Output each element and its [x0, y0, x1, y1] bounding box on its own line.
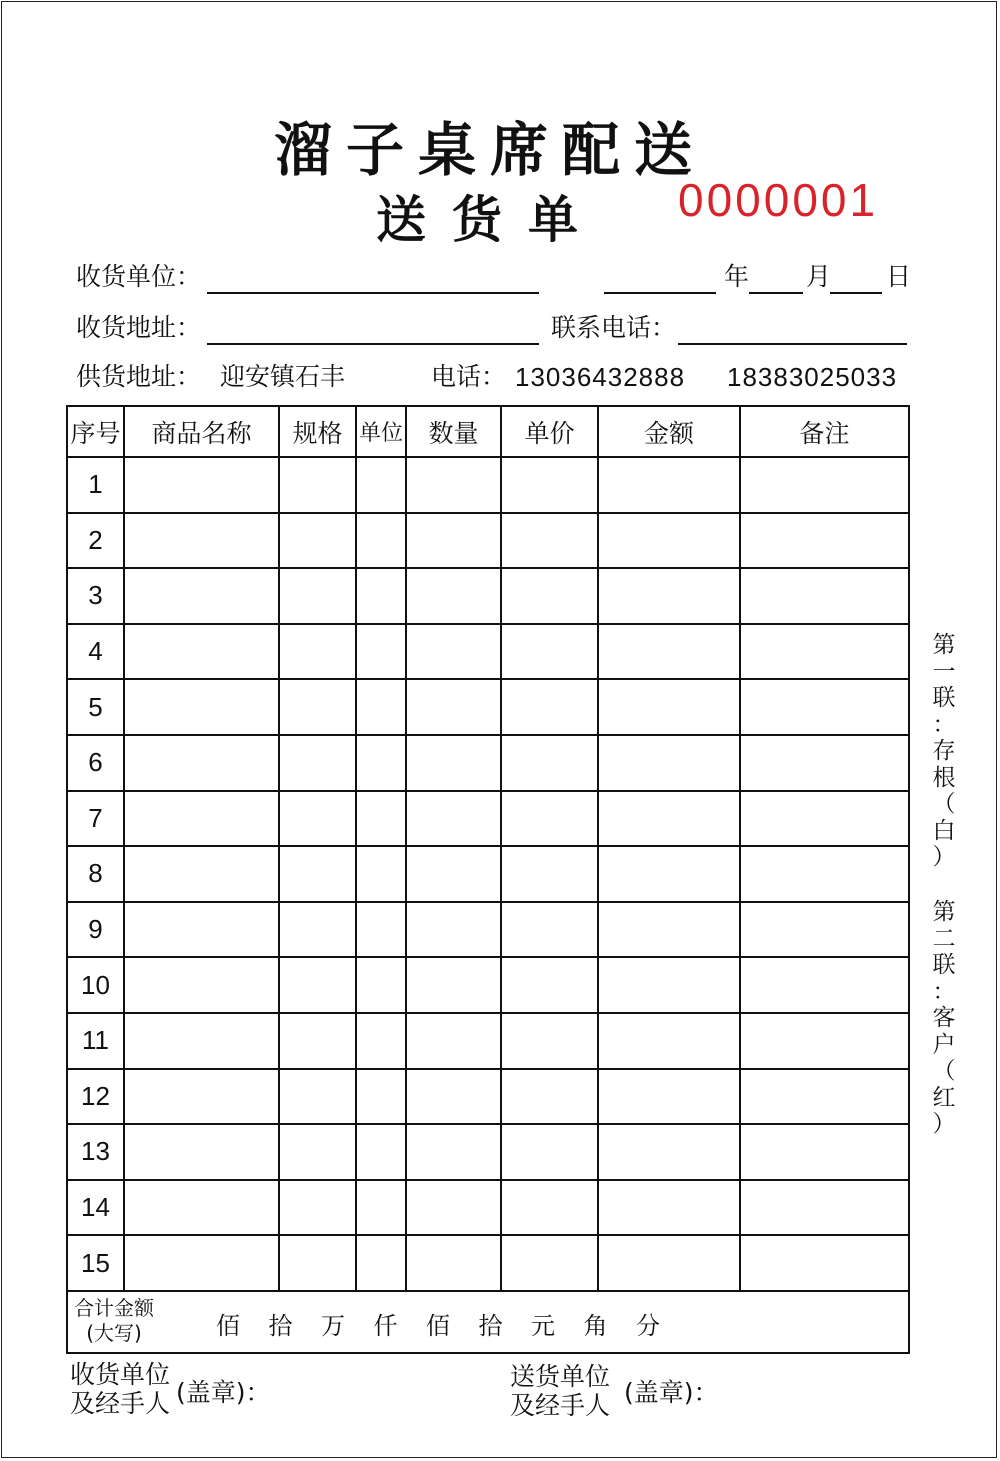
cell-amount[interactable]: [598, 679, 740, 735]
cell-spec[interactable]: [279, 1069, 356, 1125]
cell-amount[interactable]: [598, 1235, 740, 1291]
unit-fen: 分: [636, 1311, 660, 1340]
cell-unit[interactable]: [356, 1124, 406, 1180]
cell-unit[interactable]: [356, 1235, 406, 1291]
cell-amount[interactable]: [598, 1180, 740, 1236]
side-char: 联: [932, 685, 956, 711]
total-label-line-2: (大写): [86, 1320, 142, 1345]
day-label: 日: [886, 262, 912, 291]
cell-amount[interactable]: [598, 1069, 740, 1125]
cell-quantity[interactable]: [406, 457, 501, 513]
cell-unit-price[interactable]: [501, 846, 598, 902]
cell-amount[interactable]: [598, 513, 740, 569]
phone-number-1: 13036432888: [515, 362, 686, 392]
side-char: 根: [932, 764, 956, 791]
cell-quantity[interactable]: [406, 1235, 501, 1291]
cell-remark[interactable]: [740, 624, 909, 680]
amount-units: [216, 1306, 689, 1341]
cell-product-name[interactable]: [124, 846, 279, 902]
row-index: 12: [67, 1069, 124, 1125]
side-char: ：: [932, 711, 956, 738]
row-index: 13: [67, 1124, 124, 1180]
year-line[interactable]: [604, 292, 716, 294]
cell-unit[interactable]: [356, 791, 406, 847]
unit-bai: 佰: [216, 1311, 240, 1340]
cell-amount[interactable]: [598, 846, 740, 902]
contact-phone-line[interactable]: [678, 343, 907, 345]
total-row: [67, 1291, 909, 1353]
total-amount-cell[interactable]: [67, 1291, 909, 1353]
table-row: [67, 846, 909, 902]
cell-quantity[interactable]: [406, 1013, 501, 1069]
contact-phone-label: 联系电话：: [551, 313, 677, 342]
cell-unit[interactable]: [356, 1013, 406, 1069]
cell-remark[interactable]: [740, 902, 909, 958]
side-char: 第: [932, 632, 956, 658]
table-header-row: [67, 406, 909, 457]
cell-product-name[interactable]: [124, 457, 279, 513]
side-char: ）: [932, 1111, 956, 1137]
supplier-address-value: 迎安镇石丰: [220, 362, 346, 391]
sender-seal-label: (盖章)：: [624, 1378, 719, 1407]
cell-spec[interactable]: [279, 1180, 356, 1236]
cell-unit[interactable]: [356, 1069, 406, 1125]
table-row: [67, 1180, 909, 1236]
cell-unit-price[interactable]: [501, 902, 598, 958]
cell-amount[interactable]: [598, 1013, 740, 1069]
table-row: [67, 735, 909, 791]
cell-unit-price[interactable]: [501, 957, 598, 1013]
serial-number: 0000001: [678, 174, 879, 226]
cell-product-name[interactable]: [124, 1013, 279, 1069]
cell-remark[interactable]: [740, 513, 909, 569]
cell-unit-price[interactable]: [501, 624, 598, 680]
receiver-seal-label: (盖章)：: [176, 1378, 271, 1407]
side-char: 一: [932, 658, 956, 685]
cell-unit[interactable]: [356, 957, 406, 1013]
cell-unit-price[interactable]: [501, 1180, 598, 1236]
row-index: 5: [67, 679, 124, 735]
cell-spec[interactable]: [279, 457, 356, 513]
cell-unit-price[interactable]: [501, 1013, 598, 1069]
unit-qian: 仟: [373, 1311, 398, 1340]
cell-unit-price[interactable]: [501, 679, 598, 735]
row-index: 10: [67, 957, 124, 1013]
receiver-address-line[interactable]: [207, 343, 539, 345]
col-header-index: 序号: [67, 406, 124, 457]
cell-product-name[interactable]: [124, 902, 279, 958]
cell-unit-price[interactable]: [501, 568, 598, 624]
col-header-remark: 备注: [740, 406, 909, 457]
table-row: [67, 1013, 909, 1069]
supplier-address-label: 供货地址：: [76, 362, 202, 391]
row-index: 15: [67, 1235, 124, 1291]
col-header-quantity: 数量: [406, 406, 501, 457]
sender-line-1: 送货单位: [510, 1362, 611, 1391]
table-row: [67, 457, 909, 513]
copy-note-customer: [928, 899, 960, 1138]
cell-unit[interactable]: [356, 846, 406, 902]
cell-spec[interactable]: [279, 735, 356, 791]
cell-remark[interactable]: [740, 1124, 909, 1180]
side-char: 客: [932, 1005, 956, 1031]
cell-product-name[interactable]: [124, 1124, 279, 1180]
cell-remark[interactable]: [740, 1180, 909, 1236]
receiver-unit-line[interactable]: [207, 292, 539, 294]
cell-quantity[interactable]: [406, 957, 501, 1013]
cell-unit-price[interactable]: [501, 457, 598, 513]
col-header-unit: 单位: [356, 406, 406, 457]
row-index: 11: [67, 1013, 124, 1069]
cell-quantity[interactable]: [406, 902, 501, 958]
cell-spec[interactable]: [279, 513, 356, 569]
cell-amount[interactable]: [598, 1124, 740, 1180]
cell-unit[interactable]: [356, 1180, 406, 1236]
row-index: 4: [67, 624, 124, 680]
cell-spec[interactable]: [279, 624, 356, 680]
cell-unit[interactable]: [356, 679, 406, 735]
receiver-signature-label: [70, 1360, 170, 1418]
cell-amount[interactable]: [598, 735, 740, 791]
unit-bai-2: 佰: [426, 1311, 450, 1340]
cell-product-name[interactable]: [124, 1235, 279, 1291]
receiver-address-label: 收货地址：: [76, 313, 202, 342]
table-row: [67, 624, 909, 680]
row-index: 8: [67, 846, 124, 902]
cell-remark[interactable]: [740, 791, 909, 847]
col-header-unit-price: 单价: [501, 406, 598, 457]
cell-quantity[interactable]: [406, 1124, 501, 1180]
goods-table: [66, 405, 910, 1354]
cell-product-name[interactable]: [124, 679, 279, 735]
side-char: 二: [932, 925, 956, 952]
sender-signature-label: [510, 1362, 610, 1420]
col-header-product-name: 商品名称: [124, 406, 279, 457]
cell-spec[interactable]: [279, 1235, 356, 1291]
receiver-unit-label: 收货单位：: [76, 262, 202, 291]
table-row: [67, 568, 909, 624]
cell-quantity[interactable]: [406, 1180, 501, 1236]
cell-unit-price[interactable]: [501, 513, 598, 569]
cell-remark[interactable]: [740, 1013, 909, 1069]
side-char: 存: [932, 738, 956, 764]
cell-remark[interactable]: [740, 957, 909, 1013]
receiver-line-1: 收货单位: [70, 1360, 171, 1389]
table-row: [67, 513, 909, 569]
cell-amount[interactable]: [598, 791, 740, 847]
unit-yuan: 元: [531, 1311, 555, 1340]
cell-spec[interactable]: [279, 1013, 356, 1069]
total-label-line-1: 合计金额: [74, 1295, 154, 1320]
phone-number-2: 18383025033: [727, 362, 898, 392]
row-index: 14: [67, 1180, 124, 1236]
cell-spec[interactable]: [279, 791, 356, 847]
cell-unit-price[interactable]: [501, 1124, 598, 1180]
cell-remark[interactable]: [740, 1235, 909, 1291]
side-char: （: [932, 791, 956, 817]
side-char: 第: [932, 899, 956, 925]
cell-quantity[interactable]: [406, 513, 501, 569]
unit-wan: 万: [321, 1311, 345, 1340]
side-char: 户: [932, 1031, 956, 1058]
receiver-line-2: 及经手人: [70, 1389, 171, 1418]
cell-remark[interactable]: [740, 735, 909, 791]
cell-amount[interactable]: [598, 902, 740, 958]
cell-unit[interactable]: [356, 513, 406, 569]
table-row: [67, 791, 909, 847]
day-line[interactable]: [830, 292, 882, 294]
cell-quantity[interactable]: [406, 679, 501, 735]
side-char: ：: [932, 978, 956, 1005]
row-index: 2: [67, 513, 124, 569]
cell-product-name[interactable]: [124, 513, 279, 569]
unit-jiao: 角: [583, 1311, 608, 1340]
cell-product-name[interactable]: [124, 624, 279, 680]
cell-quantity[interactable]: [406, 735, 501, 791]
table-row: [67, 1124, 909, 1180]
form-title: 送货单: [376, 190, 604, 249]
unit-shi: 拾: [268, 1311, 293, 1340]
phone-label: 电话：: [431, 362, 507, 391]
cell-unit[interactable]: [356, 568, 406, 624]
side-char: 红: [932, 1084, 956, 1111]
cell-product-name[interactable]: [124, 1180, 279, 1236]
cell-amount[interactable]: [598, 568, 740, 624]
month-line[interactable]: [749, 292, 803, 294]
cell-remark[interactable]: [740, 457, 909, 513]
cell-quantity[interactable]: [406, 1069, 501, 1125]
year-label: 年: [724, 262, 750, 291]
cell-product-name[interactable]: [124, 568, 279, 624]
cell-unit-price[interactable]: [501, 1069, 598, 1125]
row-index: 1: [67, 457, 124, 513]
cell-product-name[interactable]: [124, 735, 279, 791]
cell-unit[interactable]: [356, 902, 406, 958]
cell-spec[interactable]: [279, 846, 356, 902]
cell-remark[interactable]: [740, 679, 909, 735]
cell-product-name[interactable]: [124, 957, 279, 1013]
cell-remark[interactable]: [740, 846, 909, 902]
row-index: 9: [67, 902, 124, 958]
cell-quantity[interactable]: [406, 624, 501, 680]
cell-product-name[interactable]: [124, 1069, 279, 1125]
row-index: 3: [67, 568, 124, 624]
company-name: 溜子桌席配送: [273, 116, 706, 184]
cell-amount[interactable]: [598, 624, 740, 680]
sender-line-2: 及经手人: [510, 1391, 611, 1420]
cell-amount[interactable]: [598, 957, 740, 1013]
cell-unit-price[interactable]: [501, 791, 598, 847]
cell-remark[interactable]: [740, 1069, 909, 1125]
side-char: 联: [932, 952, 956, 978]
table-row: [67, 957, 909, 1013]
cell-spec[interactable]: [279, 957, 356, 1013]
col-header-spec: 规格: [279, 406, 356, 457]
cell-quantity[interactable]: [406, 568, 501, 624]
table-row: [67, 1069, 909, 1125]
table-row: [67, 902, 909, 958]
copy-note-stub: [928, 632, 960, 871]
cell-quantity[interactable]: [406, 846, 501, 902]
col-header-amount: 金额: [598, 406, 740, 457]
cell-unit[interactable]: [356, 457, 406, 513]
cell-spec[interactable]: [279, 902, 356, 958]
side-char: ）: [932, 844, 956, 870]
cell-unit[interactable]: [356, 624, 406, 680]
total-amount-label: [74, 1296, 154, 1346]
cell-spec[interactable]: [279, 1124, 356, 1180]
row-index: 7: [67, 791, 124, 847]
cell-unit-price[interactable]: [501, 1235, 598, 1291]
month-label: 月: [806, 262, 832, 291]
cell-spec[interactable]: [279, 568, 356, 624]
table-row: [67, 1235, 909, 1291]
cell-unit[interactable]: [356, 735, 406, 791]
cell-product-name[interactable]: [124, 791, 279, 847]
table-row: [67, 679, 909, 735]
unit-shi-2: 拾: [478, 1311, 503, 1340]
side-char: （: [932, 1058, 956, 1084]
row-index: 6: [67, 735, 124, 791]
cell-spec[interactable]: [279, 679, 356, 735]
cell-quantity[interactable]: [406, 791, 501, 847]
cell-unit-price[interactable]: [501, 735, 598, 791]
side-char: 白: [932, 817, 956, 844]
cell-amount[interactable]: [598, 457, 740, 513]
cell-remark[interactable]: [740, 568, 909, 624]
